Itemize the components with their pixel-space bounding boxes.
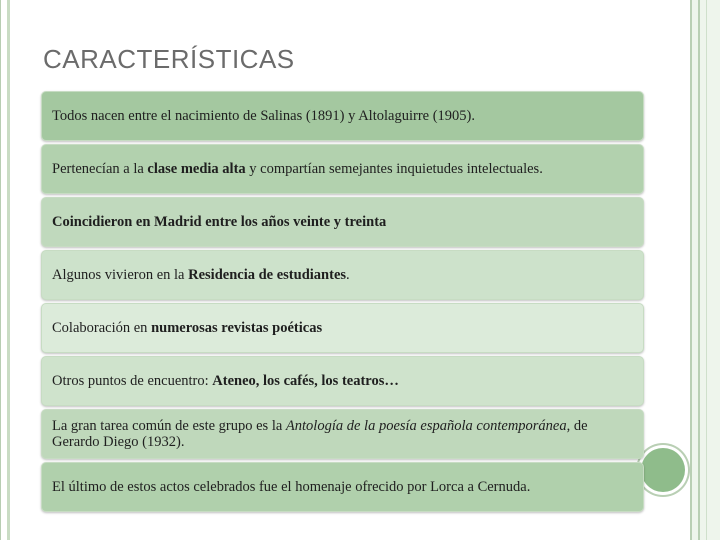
text-run: Residencia de estudiantes	[188, 267, 347, 283]
text-run: Colaboración en	[52, 320, 152, 336]
list-item-text	[52, 418, 633, 450]
list-item-text	[52, 479, 530, 495]
list-item-text	[52, 320, 322, 336]
text-run: .	[346, 267, 350, 283]
text-run: y compartían semejantes inquietudes intelectuales.	[245, 161, 543, 177]
list-item	[41, 409, 644, 459]
list-item	[41, 197, 644, 247]
slide-title: CARACTERÍSTICAS	[43, 44, 295, 74]
list-item	[41, 356, 644, 406]
list-item	[41, 303, 644, 353]
text-run: Algunos vivieron en la	[52, 267, 189, 283]
list-item	[41, 91, 644, 141]
list-item-text	[52, 267, 350, 283]
list-item	[41, 144, 644, 194]
text-run: Pertenecían a la	[52, 161, 148, 177]
list-item	[41, 462, 644, 512]
right-frame-line	[698, 0, 700, 540]
text-run: Antología de la poesía española contemporánea	[285, 418, 567, 434]
right-frame-line-inner	[706, 0, 707, 540]
characteristics-list	[41, 91, 644, 515]
text-run: Coincidieron en Madrid entre los años veinte y treinta	[52, 214, 387, 230]
text-run: Ateneo, los cafés, los teatros…	[212, 373, 399, 389]
list-item-text	[52, 373, 399, 389]
right-frame-decoration	[690, 0, 720, 540]
list-item	[41, 250, 644, 300]
text-run: El último de estos actos celebrados fue el homenaje ofrecido por Lorca a Cernuda.	[52, 479, 531, 495]
list-item-text	[52, 214, 386, 230]
text-run: , de Gerardo Diego (1932).	[52, 418, 588, 450]
text-run: Otros puntos de encuentro:	[52, 373, 213, 389]
list-item-text	[52, 108, 475, 124]
decorative-circle	[641, 448, 685, 492]
text-run: La gran tarea común de este grupo es la	[52, 418, 286, 434]
list-item-text	[52, 161, 543, 177]
text-run: clase media alta	[147, 161, 246, 177]
text-run: Todos nacen entre el nacimiento de Salinas (1891) y Altolaguirre (1905).	[52, 108, 475, 124]
left-frame-decoration	[0, 0, 21, 540]
text-run: numerosas revistas poéticas	[151, 320, 323, 336]
